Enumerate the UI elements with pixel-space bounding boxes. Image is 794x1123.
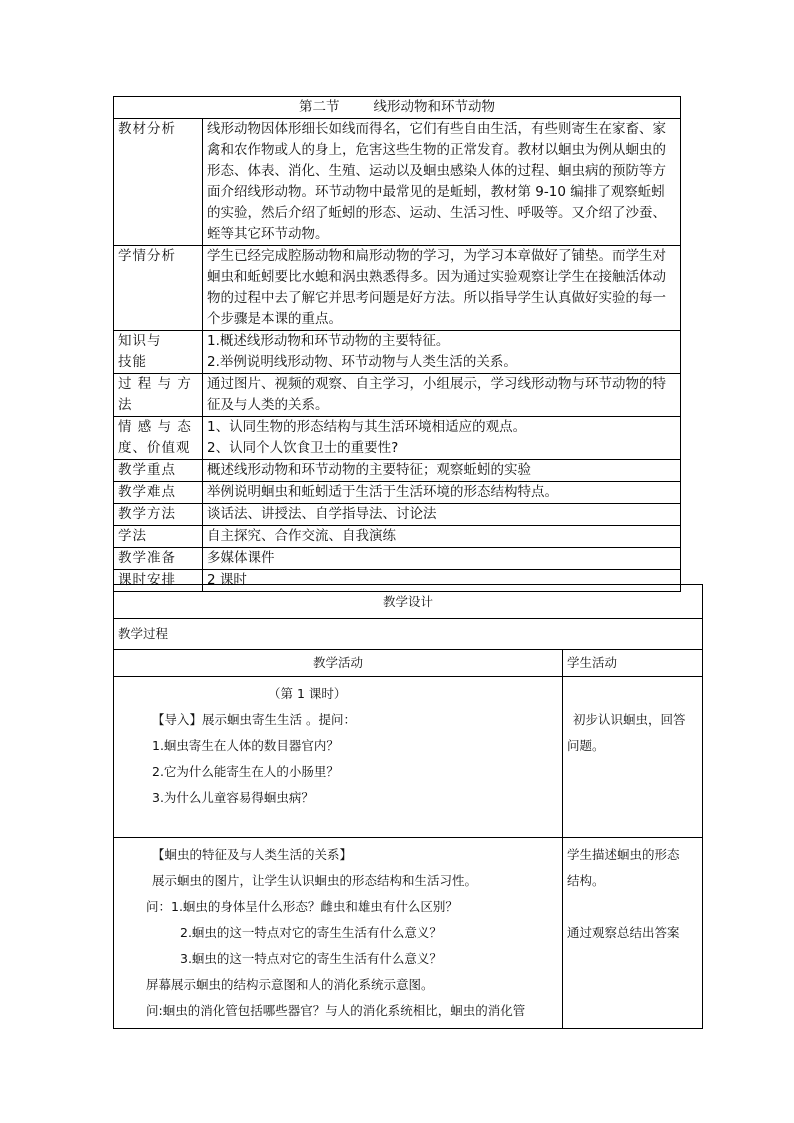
content-line: 物的过程中去了解它并思考问题是好方法。所以指导学生认真做好实验的每一 — [207, 290, 666, 306]
design-title: 教学设计 — [114, 585, 703, 619]
activity-line: 问:蛔虫的消化管包括哪些器官？与人的消化系统相比，蛔虫的消化管 — [146, 1003, 526, 1018]
row-content: 2 课时 — [203, 570, 681, 592]
lesson-info-table — [113, 96, 681, 592]
content-line: 蛔虫和蚯蚓要比水螅和涡虫熟悉得多。因为通过实验观察让学生在接触活体动 — [207, 269, 666, 285]
content-line: 面介绍线形动物。环节动物中最常见的是蚯蚓，教材第 9-10 编排了观察蚯蚓 — [207, 184, 665, 200]
student-line: 通过观察总结出答案 — [567, 925, 680, 940]
row-label: 课时安排 — [114, 570, 203, 592]
row-content: 谈话法、讲授法、自学指导法、讨论法 — [203, 504, 681, 526]
activity-line: 展示蛔虫的图片，让学生认识蛔虫的形态结构和生活习性。 — [152, 873, 478, 888]
question-line: 2.它为什么能寄生在人的小肠里？ — [152, 764, 339, 779]
content-line: 形态、体表、消化、生殖、运动以及蛔虫感染人体的过程、蛔虫病的预防等方 — [207, 163, 666, 179]
content-line: 的实验，然后介绍了蚯蚓的形态、运动、生活习性、呼吸等。又介绍了沙蚕、 — [207, 205, 666, 221]
row-label: 教学重点 — [114, 460, 203, 482]
content-line: 禽和农作物或人的身上，危害这些生物的正常发育。教材以蛔虫为例从蛔虫的 — [207, 142, 666, 158]
row-key-points — [114, 460, 681, 482]
activity-line: 3.蛔虫的这一特点对它的寄生生活有什么意义？ — [180, 951, 442, 966]
row-label: 教学难点 — [114, 482, 203, 504]
content-line: 1.概述线形动物和环节动物的主要特征。 — [207, 333, 450, 349]
question-line: 3.为什么儿童容易得蛔虫病？ — [152, 790, 314, 805]
col-teacher-header: 教学活动 — [114, 650, 563, 677]
student-line: 结构。 — [567, 873, 605, 888]
row-student-analysis — [114, 246, 681, 331]
row-label: 学情分析 — [114, 246, 203, 331]
content-line: 征及与人类的关系。 — [207, 397, 329, 413]
label-line: 度、价值观 — [118, 440, 191, 456]
teacher-activity-2 — [114, 838, 563, 1029]
block-heading: 【蛔虫的特征及与人类生活的关系】 — [152, 847, 353, 862]
intro-line: 【导入】展示蛔虫寄生生活 。提问： — [152, 712, 356, 727]
row-content — [203, 331, 681, 374]
label-line: 法 — [118, 397, 133, 413]
question-line: 1.蛔虫寄生在人体的数目器官内？ — [152, 738, 339, 753]
row-label — [114, 417, 203, 460]
row-teaching-methods — [114, 504, 681, 526]
label-line: 知识与 — [118, 333, 162, 349]
row-learning-methods — [114, 526, 681, 548]
row-content — [203, 246, 681, 331]
label-line: 过 程 与 方 — [118, 376, 192, 392]
row-textbook-analysis — [114, 119, 681, 246]
activity-line: 2.蛔虫的这一特点对它的寄生生活有什么意义？ — [180, 925, 442, 940]
row-content: 概述线形动物和环节动物的主要特征；观察蚯蚓的实验 — [203, 460, 681, 482]
content-line: 1、认同生物的形态结构与其生活环境相适应的观点。 — [207, 419, 527, 435]
process-title: 教学过程 — [114, 619, 703, 650]
student-activity-2 — [563, 838, 703, 1029]
content-line: 通过图片、视频的观察、自主学习，小组展示，学习线形动物与环节动物的特 — [207, 376, 666, 392]
content-line: 2、认同个人饮食卫士的重要性? — [207, 440, 399, 456]
row-label: 学法 — [114, 526, 203, 548]
row-content: 自主探究、合作交流、自我演练 — [203, 526, 681, 548]
col-student-header: 学生活动 — [563, 650, 703, 677]
row-emotion-values — [114, 417, 681, 460]
row-content — [203, 417, 681, 460]
teaching-design-table — [113, 584, 703, 1029]
content-line: 蛭等其它环节动物。 — [207, 226, 329, 242]
section-topic: 线形动物和环节动物 — [373, 99, 495, 115]
row-difficulties — [114, 482, 681, 504]
row-label: 教学准备 — [114, 548, 203, 570]
label-line: 技能 — [118, 354, 147, 370]
student-line: 学生描述蛔虫的形态 — [567, 847, 680, 862]
period-label: （第 1 课时） — [268, 686, 347, 701]
activity-line: 屏幕展示蛔虫的结构示意图和人的消化系统示意图。 — [146, 977, 434, 992]
row-content — [203, 374, 681, 417]
student-line: 问题。 — [567, 738, 605, 753]
row-process-method — [114, 374, 681, 417]
content-line: 线形动物因体形细长如线而得名，它们有些自由生活，有些则寄生在家畜、家 — [207, 121, 666, 137]
section-number: 第二节 — [299, 99, 340, 115]
row-content: 多媒体课件 — [203, 548, 681, 570]
section-title — [114, 97, 681, 119]
row-label — [114, 331, 203, 374]
row-content: 举例说明蛔虫和蚯蚓适于生活于生活环境的形态结构特点。 — [203, 482, 681, 504]
content-line: 个步骤是本课的重点。 — [207, 311, 342, 327]
row-content — [203, 119, 681, 246]
row-label: 教学方法 — [114, 504, 203, 526]
student-line: 初步认识蛔虫，回答 — [573, 712, 686, 727]
row-preparation — [114, 548, 681, 570]
row-label: 教材分析 — [114, 119, 203, 246]
teacher-activity-1 — [114, 677, 563, 838]
content-line: 2.举例说明线形动物、环节动物与人类生活的关系。 — [207, 354, 517, 370]
activity-line: 问：1.蛔虫的身体呈什么形态？雌虫和雄虫有什么区别？ — [146, 899, 458, 914]
label-line: 情 感 与 态 — [118, 419, 192, 435]
row-knowledge-skills — [114, 331, 681, 374]
content-line: 学生已经完成腔肠动物和扁形动物的学习，为学习本章做好了铺垫。而学生对 — [207, 248, 666, 264]
row-label — [114, 374, 203, 417]
student-activity-1 — [563, 677, 703, 838]
